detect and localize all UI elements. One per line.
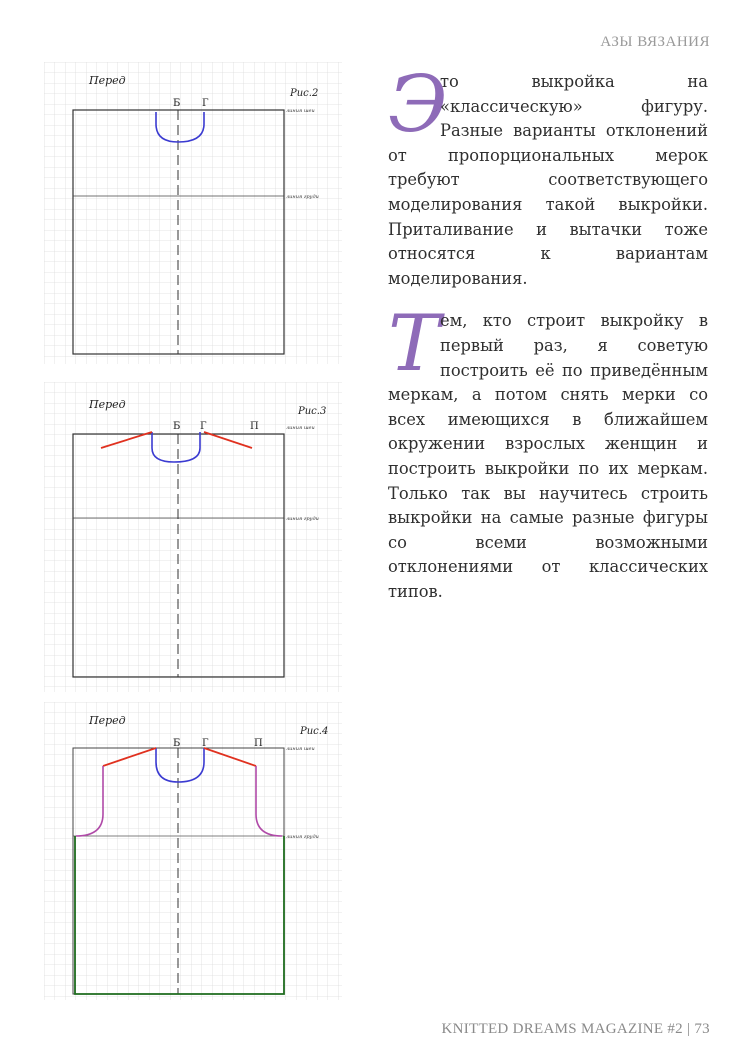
chest-line-label: линия груди: [286, 516, 319, 522]
dropcap-e: Э: [388, 60, 448, 150]
pattern-figure-3: [44, 382, 342, 692]
figure-label: Рис.4: [300, 726, 329, 737]
dropcap-t: Т: [388, 299, 441, 390]
chest-line-label: линия груди: [286, 194, 319, 200]
figure-label: Рис.2: [290, 88, 319, 99]
point-b: Б: [173, 98, 181, 109]
paragraph-1: [388, 60, 708, 291]
article-text: [388, 60, 708, 616]
neck-line-label: линия шеи: [286, 108, 315, 114]
point-p: П: [250, 421, 259, 432]
point-p: П: [254, 738, 263, 749]
front-label: Перед: [89, 74, 126, 87]
neck-line-label: линия шеи: [286, 746, 315, 752]
point-g: Г: [202, 738, 209, 749]
point-b: Б: [173, 738, 181, 749]
chest-line-label: линия груди: [286, 834, 319, 840]
front-label: Перед: [89, 714, 126, 727]
figure-label: Рис.3: [298, 406, 327, 417]
pattern-figure-2: [44, 62, 342, 364]
paragraph-2: [388, 299, 708, 604]
point-b: Б: [173, 421, 181, 432]
page-footer: KNITTED DREAMS MAGAZINE #2 | 73: [441, 1021, 710, 1037]
pattern-figure-4: [44, 702, 342, 1000]
section-header: АЗЫ ВЯЗАНИЯ: [600, 34, 710, 50]
paragraph-2-text: ем, кто строит выкройку в первый раз, я советую построить её по приведённым меркам, а потом снять мерки со всех имеющихся в ближайшем окружении взрослых женщин и построить выкройки по их меркам. Только так вы научитесь строить выкройки на самые разные фигуры со всеми возможными отклонениями от классических типов.: [388, 311, 708, 601]
point-g: Г: [202, 98, 209, 109]
front-label: Перед: [89, 398, 126, 411]
point-g: Г: [200, 421, 207, 432]
neck-line-label: линия шеи: [286, 425, 315, 431]
paragraph-1-text: то выкройка на «классическую» фигуру. Разные варианты отклонений от пропорциональных мерок требуют соответствующего моделирования такой выкройки. Приталивание и вытачки тоже относятся к вариантам моделирования.: [388, 72, 708, 288]
